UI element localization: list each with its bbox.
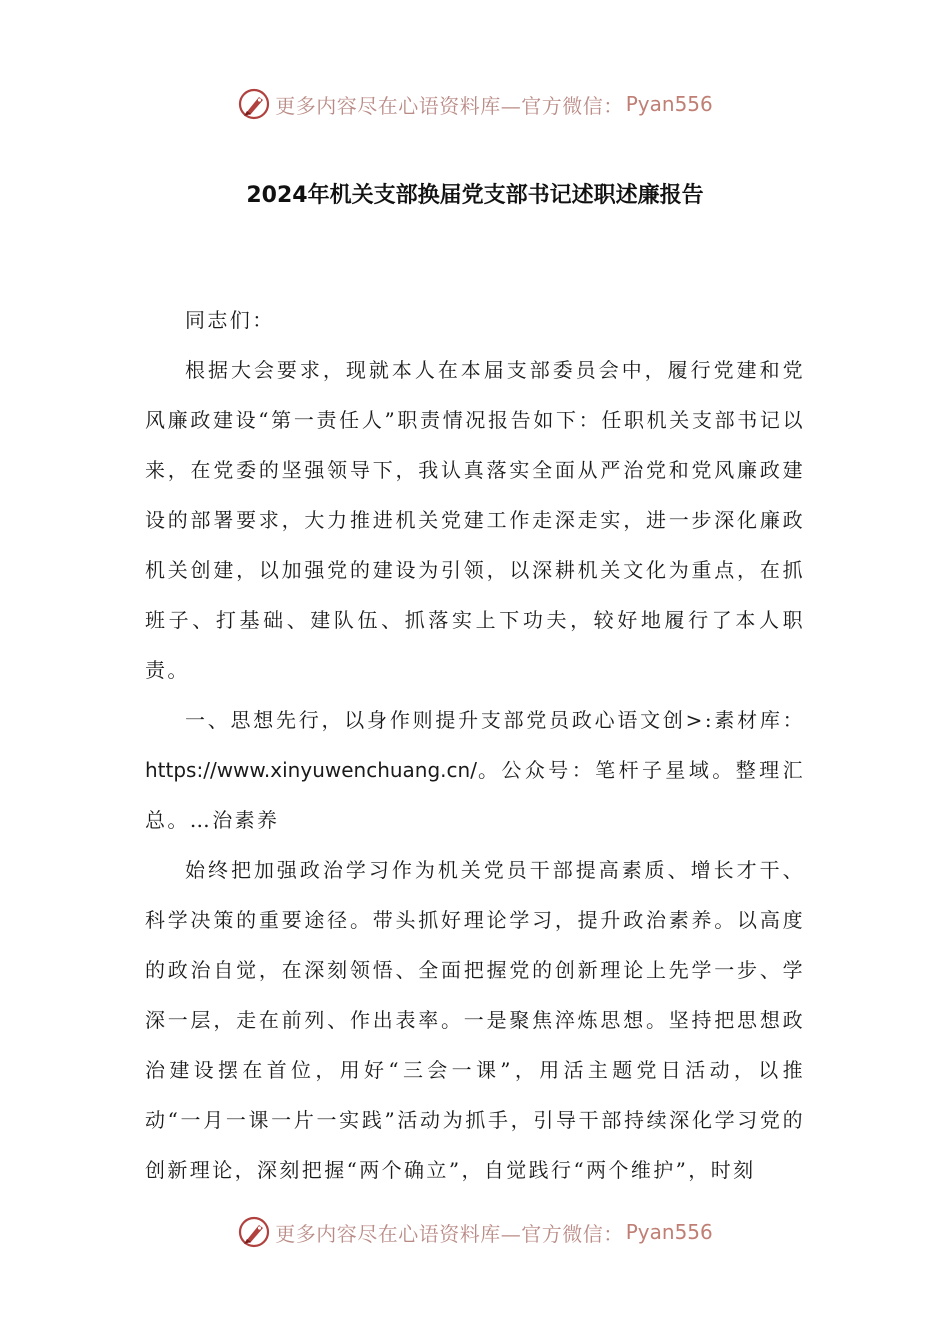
document-title: 2024年机关支部换届党支部书记述职述廉报告 <box>246 183 704 208</box>
banner-text: 更多内容尽在心语资料库—官方微信： <box>275 1221 624 1246</box>
banner-wechat-handle: Pyan556 <box>625 92 713 116</box>
banner-text: 更多内容尽在心语资料库—官方微信： <box>275 93 624 118</box>
footer-watermark-banner <box>0 1210 950 1254</box>
pen-nib-logo-icon <box>237 1215 271 1249</box>
paragraph-political-study: 始终把加强政治学习作为机关党员干部提高素质、增长才干、科学决策的重要途径。带头抓好理论学习，提升政治素养。以高度的政治自觉，在深刻领悟、全面把握党的创新理论上先学一步、学深一层，走在前列、作出表率。一是聚焦淬炼思想。坚持把思想政治建设摆在首位，用好“三会一课”，用活主题党日活动，以推动“一月一课一片一实践”活动为抓手，引导干部持续深化学习党的创新理论，深刻把握“两个确立”，自觉践行“两个维护”，时刻 <box>145 858 805 1182</box>
section-one-heading <box>145 695 805 845</box>
section-one-tail: 。公众号：笔杆子星域。整理汇总。…治素养 <box>145 758 805 832</box>
header-watermark-banner <box>0 82 950 126</box>
paragraph-intro: 根据大会要求，现就本人在本届支部委员会中，履行党建和党风廉政建设“第一责任人”职责情况报告如下：任职机关支部书记以来，在党委的坚强领导下，我认真落实全面从严治党和党风廉政建设的部署要求，大力推进机关党建工作走深走实，进一步深化廉政机关创建，以加强党的建设为引领，以深耕机关文化为重点，在抓班子、打基础、建队伍、抓落实上下功夫，较好地履行了本人职责。 <box>145 358 805 682</box>
salutation: 同志们： <box>185 308 275 332</box>
banner-wechat-handle: Pyan556 <box>625 1220 713 1244</box>
pen-nib-logo-icon <box>237 87 271 121</box>
section-one-lead: 一、思想先行，以身作则提升支部党员政心语文创>:素材库： <box>185 708 805 732</box>
source-url-link[interactable]: https://www.xinyuwenchuang.cn/ <box>145 758 477 782</box>
document-body <box>145 295 805 1195</box>
